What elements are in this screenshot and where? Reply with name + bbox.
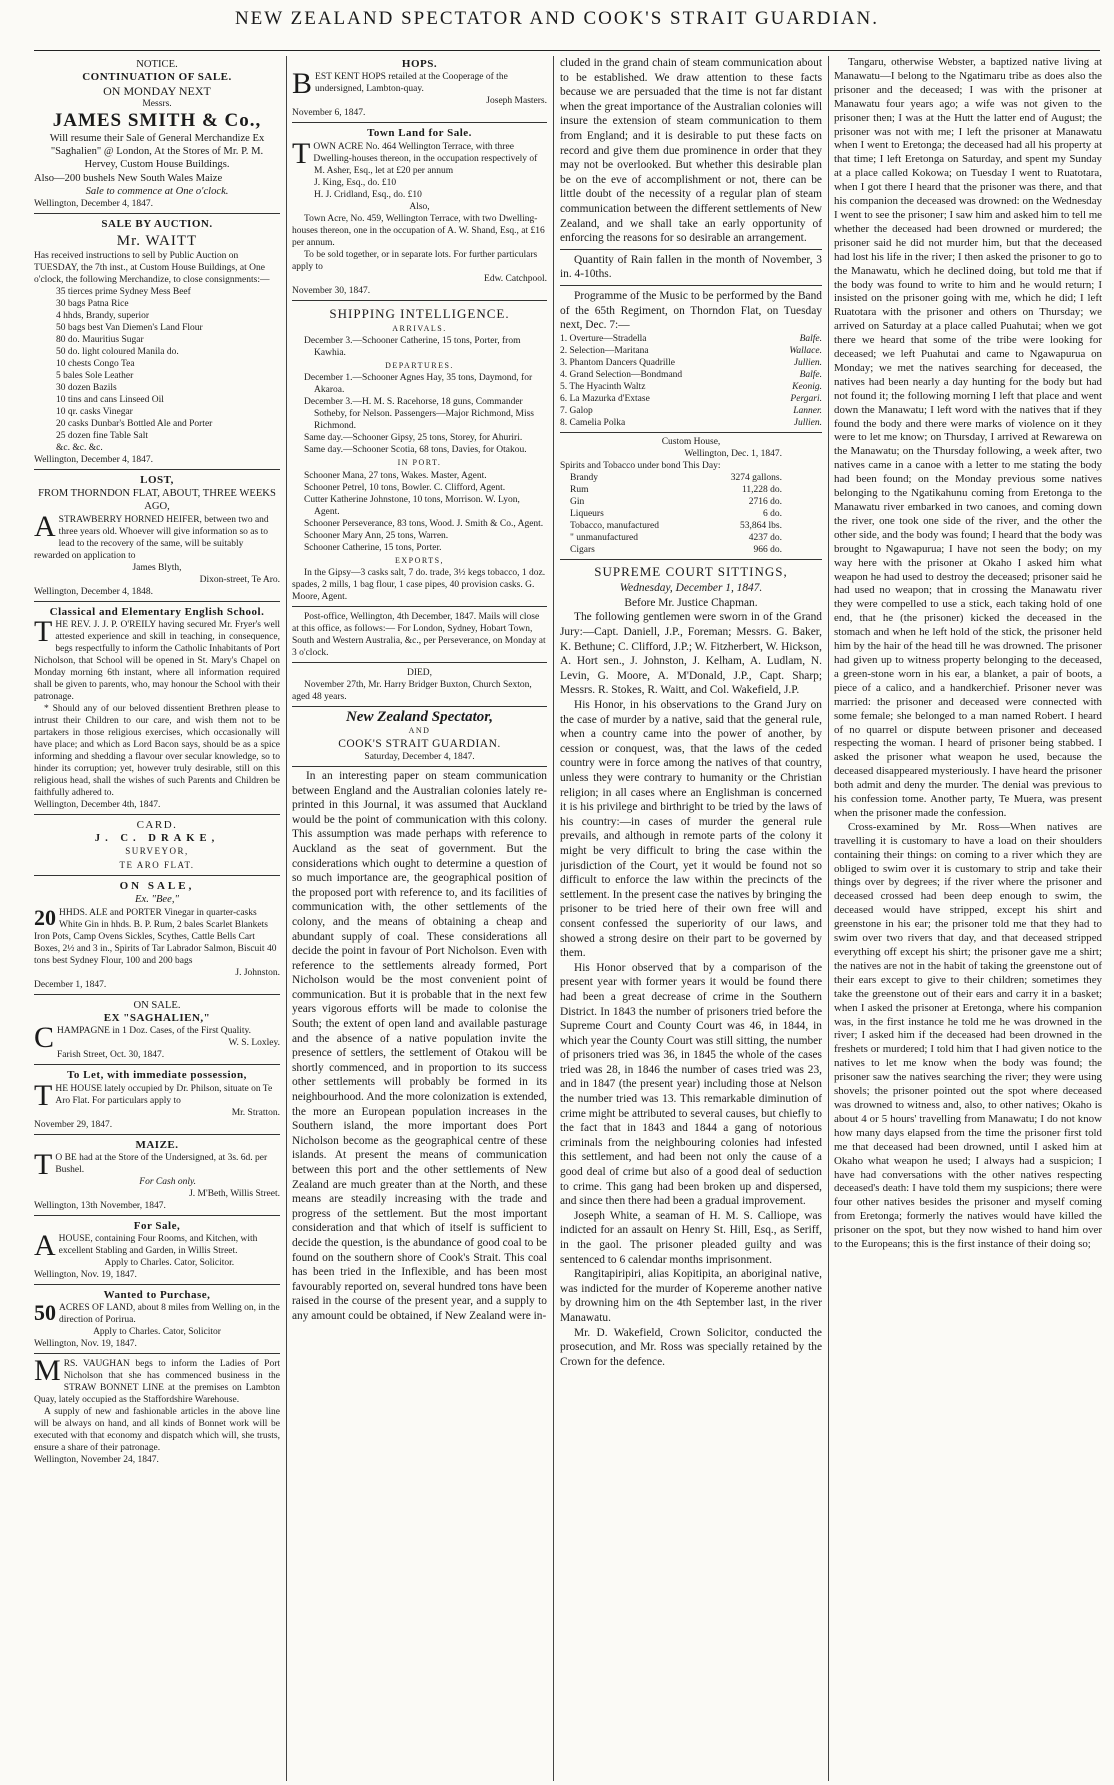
music-composer: Jullien.	[793, 417, 822, 428]
customs-list	[560, 472, 822, 556]
court-title: SUPREME COURT SITTINGS,	[594, 563, 788, 579]
died-title: DIED,	[406, 668, 433, 679]
masthead: NEW ZEALAND SPECTATOR AND COOK'S STRAIT GUARDIAN.	[234, 8, 880, 29]
customs-item: Cigars	[570, 544, 595, 555]
paper-date: Saturday, December 4, 1847.	[364, 751, 475, 762]
music-intro: Programme of the Music to be performed by the Band of the 65th Regiment, on Thorndon Flat, on Tuesday next, Dec. 7:—	[560, 289, 822, 332]
court-paragraph: Mr. D. Wakefield, Crown Solicitor, conducted the prosecution, and Mr. Ross was specially retained by the Crown for the defence.	[560, 1326, 822, 1368]
notice-messrs: Messrs.	[142, 98, 172, 109]
in-port-item: Schooner Perseverance, 83 tons, Wood. J. Smith & Co., Agent.	[304, 518, 544, 529]
in-port-item: Schooner Mana, 27 tons, Wakes. Master, Agent.	[304, 470, 487, 481]
column-shipping	[292, 56, 547, 1781]
customs-item: Gin	[570, 496, 585, 507]
court-paragraph: His Honor observed that by a comparison of the present year with former years it would be found there had been a great decrease of crime in the Southern District. In 1843 the number of prisoners tried before the Supreme Court and County Court was 46, in 1844, in which year the County Court was still sitting, the number of prisoners tried was 36, in 1845 the whole of the cases tried was 28, in 1846 the number of cases tried was 23, and in 1847 (the present year) including those at Nelson the number tried was 13. This remarkable diminution of crime might be attributed to several causes, but chiefly to the fact that in 1843 and 1844 a gang of notorious criminals from the neighbouring colonies had infested this settlement, and had been not only the cause of a good deal of crime but also of a good deal of seduction to crime. This gang had been broken up and dispersed, and since then there had been a gradual improvement.	[560, 961, 822, 1208]
auction-date: Wellington, December 4, 1847.	[34, 454, 154, 465]
lost-body: ASTRAWBERRY HORNED HEIFER, between two and three years old. Whoever will give information so as to lead to the recovery of the same, will be suitably rewarded on application to	[34, 509, 269, 561]
music-piece: 2. Selection—Maritana	[560, 345, 649, 356]
customs-head: Custom House,	[661, 436, 721, 447]
arrivals-heading: ARRIVALS.	[392, 323, 447, 333]
in-port-item: Schooner Petrel, 10 tons, Bowler. C. Clifford, Agent.	[304, 482, 506, 493]
list-item: 4 hhds, Brandy, superior	[56, 310, 150, 321]
school-title: Classical and Elementary English School.	[49, 605, 265, 618]
paper-guardian: COOK'S STRAIT GUARDIAN.	[338, 737, 501, 750]
notice-when: ON MONDAY NEXT	[103, 83, 211, 98]
vaughan-date: Wellington, November 24, 1847.	[34, 1455, 159, 1466]
divider	[560, 432, 822, 433]
wanted-apply: Apply to Charles. Cator, Solicitor	[93, 1327, 221, 1338]
wanted-text: ACRES OF LAND, about 8 miles from Welling on, in the direction of Porirua.	[59, 1303, 280, 1326]
article-paragraph: In an interesting paper on steam communication between England and the Australian colonies lately re-printed in this Journal, it was assumed that Auckland would be the point of communication with this colony. This assumption was made perhaps with reference to Auckland as the seat of government. But the considerations which ought to determine a question of so much importance are, the geographical position of the proposed port with reference to, and its facilities of communication with, the other settlements of the colony, and the means of obtaining a cheap and abundant supply of coal. These considerations all decide the point in favour of Port Nicholson. Even with reference to the settlements already formed, Port Nicholson would be the most convenient point of communication. But it is probable that in the next few years vigorous efforts will be made to colonise the South; the extent of open land and available pasturage and the absence of a native population invite the presence of settlers, the settlement of Otakou will be shortly commenced, and in proportion to its success other settlements will probably be formed in its neighbourhood. And the more colonization is extended, the more an European population increases in the Southern island, the more important does Port Nicholson become as the geographical centre of these islands. At present the means of communication between this port and the other settlements of New Zealand are much greater than at the North, and these means are steadily increasing with the trade and progress of the settlement. But the most important consideration and that which of itself is sufficient to decide the question, is the abundance of good coal to be found on the southern shore of Cook's Strait. This coal has been tried in the Inflexible, and has been most favourably reported on, several hundred tons have been raised in the course of the present year, and a supply to any amount could be obtained, if New Zealand were in-	[292, 769, 547, 1322]
maize-signer: J. M'Beth, Willis Street.	[189, 1188, 280, 1199]
column-advertisements	[34, 56, 280, 1781]
court-paragraph: Joseph White, a seaman of H. M. S. Calliope, was indicted for an assault on Henry St. Hill, Esq., as Seriff, in the gaol. The prisoner pleaded guilty and was sentenced to 6 calendar months imprisonment.	[560, 1209, 822, 1266]
customs-item: Tobacco, manufactured	[570, 520, 660, 531]
bee-date: December 1, 1847.	[34, 979, 107, 990]
list-item	[570, 544, 782, 556]
lost-signer: James Blyth,	[132, 562, 182, 573]
departure-item: Same day.—Schooner Gipsy, 25 tons, Storey, for Ahuriri.	[304, 433, 523, 444]
card-name: J. C. DRAKE,	[94, 833, 220, 845]
vaughan-body2: A supply of new and fashionable articles in the above line will be always on hand, and all kinds of Bonnet work will be executed with that economy and dispatch which will, she trusts, ensure a share of their patronage.	[34, 1407, 280, 1454]
maize-body: TO BE had at the Store of the Undersigned, at 3s. 6d. per Bushel.	[34, 1147, 268, 1181]
auction-ad	[34, 216, 280, 469]
music-piece: 7. Galop	[560, 405, 593, 416]
divider	[560, 559, 822, 560]
music-composer: Keonig.	[792, 381, 822, 392]
notice-also: Also—200 bushels New South Wales Maize	[34, 172, 223, 184]
list-item: 30 dozen Bazils	[56, 382, 117, 393]
auction-items	[34, 286, 280, 454]
masthead-rule	[34, 50, 1100, 51]
list-item: 30 bags Patna Rice	[56, 298, 129, 309]
list-item: 20 casks Dunbar's Bottled Ale and Porter	[56, 418, 213, 429]
in-port-item: Schooner Mary Ann, 25 tons, Warren.	[304, 530, 449, 541]
customs-qty: 11,228 do.	[741, 484, 782, 495]
town-land-date: November 30, 1847.	[292, 285, 371, 296]
music-programme	[560, 289, 822, 429]
bee-title: ON SALE,	[119, 880, 195, 893]
sag-ex: EX "SAGHALIEN,"	[103, 1011, 211, 1024]
town-land-signer: Edw. Catchpool.	[484, 273, 547, 284]
music-composer: Pergari.	[790, 393, 822, 404]
list-item	[560, 381, 822, 393]
list-item: 10 qr. casks Vinegar	[56, 406, 133, 417]
customs-qty: 53,864 lbs.	[740, 520, 782, 531]
maize-cash: For Cash only.	[139, 1176, 197, 1187]
customs-qty: 2716 do.	[748, 496, 782, 507]
bee-body	[34, 904, 280, 967]
wanted-number: 50	[34, 1300, 56, 1326]
list-item	[560, 357, 822, 369]
to-let-date: November 29, 1847.	[34, 1119, 113, 1130]
list-item	[560, 405, 822, 417]
vaughan-ad	[34, 1356, 280, 1469]
sag-body: CHAMPAGNE in 1 Doz. Cases, of the First Quality.	[34, 1021, 252, 1055]
list-item: 50 do. light coloured Manila do.	[56, 346, 179, 357]
notice-firm: JAMES SMITH & Co.,	[52, 109, 262, 131]
hops-title: HOPS.	[401, 58, 438, 70]
in-port-item: Schooner Catherine, 15 tons, Porter.	[304, 542, 442, 553]
testimony-paragraph: Tangaru, otherwise Webster, a baptized native living at Manawatu—I belong to the Ngatimaru tribe as does also the prisoner and the deceased; I was with the prisoner at Manawatu four years ago; a wife was not given to the prisoner then; I was at the Hutt the latter end of August; the prisoner was not with me; I left the prisoner at Manawatu when I went to Eretonga; the deceased had all his property at that time; I left Eretonga on Saturday, and spent my Sunday at a place called Kokowa; on Tuesday I went to Ruatotara, when I got there I heard that the prisoner was there, and that his companion the deceased was drowned: on the Wednesday I went to see the prisoner; I saw him and asked him to tell me whether the deceased had been drowned or murdered; the prisoner said he did not murder him, but that the deceased had lost his life in the river; I then asked the prisoner to go to the Manawatu, which he declined doing, but told me that if the body was found to write to him and he would return; I insisted on the prisoner going with me, which he did; I left Ruatotara with the prisoner and others on Thursday; we arrived on Saturday at a place called Puahutai; when we got there we heard that some of the tribe were looking for deceased; we left Puahutai and came to Ngawapurua on Monday; we met the natives searching for deceased, the natives had been nearly a day hunting for the body but had not found it; the following morning I left that place and went down the Manawatu; I left word with the natives that if they found the body and there were marks of violence on it they were to let me know; on Thursday, I arrived at Rewarewa on the Manawatu; on the Thursday following, a week after, two natives came in a canoe with a letter to me stating the body had been found; on the Monday previous some natives belonging to the Ngatikahunu coming from Eretonga to the Manawatu river embarked in two canoes, and coming down the river, one took one side of the river, and the other the other side, and the body was found; I heard that the body was brought to Ngawapurua; I have not seen the body; on my way here with the prisoner at Okaho I asked him what weapon he had used to destroy the deceased; prisoner said he had used no weapon; that in crossing the Manawatu river they were compelled to use a stick, each taking hold of one end, that he (the prisoner) kicked the deceased in the stomach and when he left hold of the stick, the prisoner held him by the hair of the head till he was drowned. The prisoner had given up to witness property belonging to the deceased, a green-stone worn in his ear, a blanket, a pair of boots, a piece of a calico, and a handkerchief. Prisoner never was married: the prisoner and deceased were connected with some female; she belonged to a man named Robert. I heard of no quarrel or dispute between prisoner and deceased respecting the woman. I heard of prisoner being stabbed. I asked the prisoner what weapon he used, because the deceased disappeared mysteriously. I have heard the prisoner both admit and deny the murder. The denial was previous to his confession tome. Another party, Te Muera, was present when the prisoner made the confession.	[834, 56, 1102, 819]
column-testimony	[834, 56, 1102, 1781]
notice-sale-time: Sale to commence at One o'clock.	[85, 186, 229, 198]
school-body: THE REV. J. J. P. O'REILY having secured Mr. Fryer's well attested experience and skill in teaching, in consequence, begs respectfully to inform the Catholic Inhabitants of Port Nicholson, that School will be opened in St. Mary's Chapel on Monday morning 6th instant, where all information required shall be given to parents, who, may honour the School with their patronage.	[34, 614, 280, 702]
music-composer: Balfe.	[799, 333, 822, 344]
leading-article	[292, 769, 547, 1324]
court-paragraph: His Honor, in his observations to the Grand Jury on the case of murder by a native, said that the general rule, when a country came into the power of another, by cession or conquest, was, that the laws of the ceded country were in force among the natives of that country, unless they were contrary to humanity or the Christian religion; in all cases where an Englishman is concerned it is his privilege and birthright to be tried by the laws of his country:—in cases of murder the general rule prevails, and although in remote parts of the colony it might be very difficult to bring the case within the jurisdiction of the Court, yet it would be found not so difficult to enforce the law within the precincts of the settlement. In the present case the natives by bringing the prisoner to be tried here of their own free will and consent confessed the superiority of our laws, and showed a strong desire on their part to be governed by them.	[560, 699, 822, 960]
music-piece: 4. Grand Selection—Bondmand	[560, 369, 683, 380]
customs-item: Liqueurs	[570, 508, 604, 519]
hops-ad	[292, 56, 547, 123]
customs-item: Brandy	[570, 472, 598, 483]
supreme-court-report	[560, 563, 822, 1370]
music-piece: 3. Phantom Dancers Quadrille	[560, 357, 676, 368]
music-composer: Wallace.	[789, 345, 822, 356]
list-item: 35 tierces prime Sydney Mess Beef	[56, 286, 191, 297]
list-item	[560, 345, 822, 357]
school-date: Wellington, December 4th, 1847.	[34, 799, 161, 810]
on-sale-bee-ad	[34, 878, 280, 995]
music-piece: 1. Overture—Stradella	[560, 333, 647, 344]
testimony	[834, 56, 1102, 1252]
town-land-title: Town Land for Sale.	[367, 127, 472, 140]
customs-item: " unmanufactured	[570, 532, 638, 543]
sag-date: Farish Street, Oct. 30, 1847.	[57, 1050, 165, 1061]
wanted-date: Wellington, Nov. 19, 1847.	[34, 1339, 137, 1350]
article-continuation	[560, 56, 822, 246]
sag-signer: W. S. Loxley.	[228, 1038, 280, 1049]
article-paragraph: cluded in the grand chain of steam communication about to be established. We draw attention to these facts because we are persuaded that the time is not far distant when the great importance of the Australian colonies will insure the extension of steam communication to them from England; and it is desirable to put these facts on record and give them due prominence in order that they may not be overlooked. But whether this desirable plan be on the eve of accomplishment or not, there can be little doubt of the necessity of a regular plan of steam communication between the different settlements of New Zealand, and we shall take an early opportunity of enforcing the reasons for so desirable an arrangement.	[560, 57, 822, 245]
hops-signer: Joseph Masters.	[486, 96, 547, 107]
card-role: SURVEYOR,	[125, 846, 189, 857]
wanted-title: Wanted to Purchase,	[103, 1289, 211, 1302]
music-piece: 8. Camelia Polka	[560, 417, 626, 428]
for-sale-date: Wellington, Nov. 19, 1847.	[34, 1270, 137, 1281]
died-body: November 27th, Mr. Harry Bridger Buxton, Church Sexton, aged 48 years.	[292, 680, 532, 703]
notice-body: Will resume their Sale of General Merchandize Ex "Saghalien" @ London, At the Stores of Mr. P. M. Hervey, Custom House Buildings.	[49, 132, 265, 171]
post-office-body: Post-office, Wellington, 4th December, 1847. Mails will close at this office, as follows:— For London, Sydney, Hobart Town, South and Western Australia, &c., per Perseverance, on Monday at 3 o'clock.	[292, 612, 546, 659]
post-office-notice	[292, 609, 547, 663]
court-paragraph: The following gentlemen were sworn in of the Grand Jury:—Capt. Daniell, J.P., Foreman; Messrs. G. Baker, K. Bethune; C. Clifford, J.P.; W. Fitzherbert, W. Hickson, A. Hort sen., J. Johnston, J. Kelham, A. Ludlam, N. Levin, G. Moore, A. M'Donald, J.P., Capt. Sharp; Messrs. R. Stokes, R. Waitt, and Col. Wakefield, J.P.	[560, 611, 822, 697]
customs-notice	[560, 436, 822, 556]
customs-date: Wellington, Dec. 1, 1847.	[684, 448, 782, 459]
school-ad	[34, 604, 280, 815]
for-sale-title: For Sale,	[133, 1219, 181, 1232]
customs-qty: 966 do.	[753, 544, 782, 555]
wanted-ad	[34, 1287, 280, 1354]
list-item: J. King, Esq., do. £10	[314, 177, 397, 188]
on-sale-saghalien-ad	[34, 997, 280, 1066]
music-piece: 5. The Hyacinth Waltz	[560, 381, 646, 392]
town-land-tenants	[292, 165, 547, 201]
customs-qty: 3274 gallons.	[730, 472, 782, 483]
customs-qty: 6 do.	[763, 508, 782, 519]
list-item: 80 do. Mauritius Sugar	[56, 334, 144, 345]
bee-number: 20	[34, 904, 56, 930]
auction-name: Mr. WAITT	[116, 232, 198, 249]
list-item: H. J. Cridland, Esq., do. £10	[314, 189, 422, 200]
in-port-heading: IN PORT.	[397, 458, 442, 468]
lost-where: FROM THORNDON FLAT, ABOUT, THREE WEEKS AGO,	[38, 487, 276, 513]
rain-text: Quantity of Rain fallen in the month of November, 3 in. 4-10ths.	[560, 253, 822, 281]
auction-title: SALE BY AUCTION.	[101, 218, 213, 231]
lost-ad	[34, 472, 280, 602]
music-list	[560, 333, 822, 429]
wanted-body	[34, 1302, 280, 1326]
vaughan-body: MRS. VAUGHAN begs to inform the Ladies of Port Nicholson that she has commenced business in the STRAW BONNET LINE at the premises on Lambton Quay, lately occupied as the Staffordshire Warehouse.	[34, 1354, 280, 1406]
music-composer: Jullien.	[793, 357, 822, 368]
list-item: M. Asher, Esq., let at £20 per annum	[314, 165, 454, 176]
departures-heading: DEPARTURES.	[385, 361, 454, 371]
notice-ad	[34, 56, 280, 214]
rain-notice	[560, 253, 822, 282]
in-port-item: Cutter Katherine Johnstone, 10 tons, Morrison. W. Lyon, Agent.	[304, 494, 520, 517]
notice-title: NOTICE.	[136, 59, 178, 70]
column-divider	[286, 56, 287, 1781]
list-item	[570, 484, 782, 496]
town-land-body: TOWN ACRE No. 464 Wellington Terrace, with three Dwelling-houses thereon, in the occupation respectively of	[292, 136, 538, 170]
departure-item: Same day.—Schooner Scotia, 68 tons, Davies, for Otakou.	[304, 445, 527, 456]
list-item: 5 bales Sole Leather	[56, 370, 134, 381]
divider	[560, 285, 822, 286]
departure-item: December 1.—Schooner Agnes Hay, 35 tons, Daymond, for Akaroa.	[304, 373, 533, 396]
maize-date: Wellington, 13th November, 1847.	[34, 1200, 166, 1211]
notice-subtitle: CONTINUATION OF SALE.	[82, 71, 232, 84]
shipping-section	[292, 303, 547, 607]
sag-title: ON SALE.	[133, 999, 181, 1011]
paper-and: AND	[408, 726, 431, 736]
divider	[560, 249, 822, 250]
school-note: * Should any of our beloved dissentient Brethren please to intrust their Children to our care, and wish them not to be partakers in those religious exercises, which occasionally will have place; and which as Lord Bacon says, should be as a spice informing and shedding a flavour over secular knowledge, so to hinder its corruption; yet, however truly desirable, still on this religious head, shall the wishes of such Parents and Children be faithfully adhered to.	[34, 703, 280, 798]
music-piece: 6. La Mazurka d'Extase	[560, 393, 650, 404]
maize-title: MAIZE.	[135, 1138, 179, 1151]
card-title: CARD.	[136, 818, 178, 831]
hops-body: BEST KENT HOPS retailed at the Cooperage of the undersigned, Lambton-quay.	[292, 67, 508, 101]
column-divider	[553, 56, 554, 1781]
exports-heading: EXPORTS,	[394, 555, 445, 565]
court-before: Before Mr. Justice Chapman.	[624, 596, 758, 609]
lost-date: Wellington, December 4, 1848.	[34, 586, 154, 597]
list-item: &c. &c. &c.	[56, 442, 103, 453]
town-land-also: Also,	[409, 201, 430, 212]
court-paragraph: Rangitapiripiri, alias Kopitipita, an aboriginal native, was indicted for the murder of Kopereme another native by drowning him on the 4th September last, in the river Manawatu.	[560, 1268, 822, 1324]
departure-item: December 3.—H. M. S. Racehorse, 18 guns, Commander Sotheby, for Nelson. Passengers—Major Richmond, Miss Richmond.	[304, 397, 534, 432]
list-item: 10 chests Congo Tea	[56, 358, 135, 369]
notice-date: Wellington, December 4, 1847.	[34, 199, 154, 210]
lost-title: LOST,	[140, 473, 174, 486]
maize-ad	[34, 1137, 280, 1216]
music-composer: Balfe.	[799, 369, 822, 380]
list-item: 10 tins and cans Linseed Oil	[56, 394, 164, 405]
list-item	[570, 532, 782, 544]
customs-intro: Spirits and Tobacco under bond This Day:	[560, 460, 721, 471]
died-notice	[292, 665, 547, 707]
to-let-body: THE HOUSE lately occupied by Dr. Philson, situate on Te Aro Flat. For particulars apply to	[34, 1078, 273, 1112]
list-item: 50 bags best Van Diemen's Land Flour	[56, 322, 203, 333]
to-let-ad	[34, 1067, 280, 1134]
card-ad	[34, 817, 280, 876]
paper-name: New Zealand Spectator,	[345, 709, 494, 726]
list-item	[570, 508, 782, 520]
testimony-paragraph: Cross-examined by Mr. Ross—When natives are travelling it is customary to have a load on their shoulders containing their things: on coming to a river which they are obliged to swim over it is customary to strip and take their things over by degrees; if the river where the prisoner and deceased crossed had been deep enough to swim, the deceased would have stripped, except his shirt and greenstone in his ear; the prisoner told me that they had to swim over two rivers that day, and that deceased stripped everything off except his shirt; the prisoner gave me a shirt; the natives are not in the habit of taking the greenstone out of their ears except to give to their children; sometimes they take the greenstone out of their ears and carry it in a basket; when I asked the prisoner at Eretonga, where his companion was, in the first instance he told me he was drowned in the river; I asked him if the deceased had been drowned in the freshets or murdered; I told him that I had given notice to the natives to let me know when the body was found; the prisoner saw the natives searching the river; they were using shovels; the prisoner pointed out the spot where deceased was drowned to witness and, also, to other natives; Okaho is about 4 or 5 hours' travelling from Manawatu; I do not know how many days elapsed from the time the prisoner first told me that deceased had been drowned, until I asked him at Okaho what weapon he used; I always had a suspicion; I have had conversations with the other natives respecting deceased's death: I have told them my suspicions; there were four other natives besides the prisoner and myself coming from Eretonga; formerly the natives would have killed the prisoner on the spot, but they now wished to hand him over to the Europeans; this is the first instance of their doing so;	[834, 820, 1102, 1251]
court-date: Wednesday, December 1, 1847.	[619, 582, 763, 595]
town-land-body3: To be sold together, or in separate lots. For further particulars apply to	[292, 249, 538, 272]
list-item	[570, 472, 782, 484]
for-sale-apply: Apply to Charles. Cator, Solicitor.	[104, 1258, 235, 1269]
auction-body: Has received instructions to sell by Public Auction on TUESDAY, the 7th inst., at Custom House Buildings, at One o'clock, the following Merchandize, to close consignments:—	[34, 250, 270, 285]
list-item	[560, 393, 822, 405]
arrival-item: December 3.—Schooner Catherine, 15 tons, Porter, from Kawhia.	[304, 336, 521, 359]
bee-ex: Ex. "Bee,"	[135, 894, 179, 906]
card-place: TE ARO FLAT.	[119, 859, 195, 870]
town-land-ad	[292, 125, 547, 300]
lost-signer-address: Dixon-street, Te Aro.	[199, 574, 280, 585]
column-divider	[828, 56, 829, 1781]
list-item	[560, 417, 822, 429]
for-sale-ad	[34, 1218, 280, 1285]
hops-date: November 6, 1847.	[292, 108, 366, 119]
list-item	[560, 369, 822, 381]
for-sale-body: AHOUSE, containing Four Rooms, and Kitchen, with excellent Stabling and Garden, in Willis Street.	[34, 1229, 258, 1263]
bee-text: HHDS. ALE and PORTER Vinegar in quarter-casks White Gin in hhds. B. P. Rum, 2 bales Scarlet Blankets Iron Pots, Camp Ovens Sickles, Scythes, Cattle Bells Cart Boxes, 2½ and 3 in., Spirits of Tar Labrador Salmon, Biscuit 40 tons best Sydney Flour, 100 and 200 bags	[34, 907, 277, 966]
paper-nameplate	[292, 709, 547, 767]
exports-text: In the Gipsy—3 casks salt, 7 do. trade, 3½ kegs tobacco, 1 doz. spades, 2 mills, 1 bag flour, 1 case pipes, 40 provision casks. G. Moore, Agent.	[292, 568, 546, 603]
bee-signer: J. Johnston.	[235, 967, 280, 978]
list-item	[560, 333, 822, 345]
town-land-body2: Town Acre, No. 459, Wellington Terrace, with two Dwelling-houses thereon, one in the occupation of A. W. Shand, Esq., at £16 per annum.	[292, 213, 545, 248]
column-news	[560, 56, 822, 1781]
customs-qty: 4237 do.	[748, 532, 782, 543]
to-let-title: To Let, with immediate possession,	[67, 1069, 247, 1082]
list-item	[570, 520, 782, 532]
music-composer: Lanner.	[793, 405, 822, 416]
shipping-title: SHIPPING INTELLIGENCE.	[329, 305, 510, 321]
to-let-signer: Mr. Stratton.	[231, 1107, 280, 1118]
list-item: 25 dozen fine Table Salt	[56, 430, 149, 441]
customs-item: Rum	[570, 484, 589, 495]
list-item	[570, 496, 782, 508]
